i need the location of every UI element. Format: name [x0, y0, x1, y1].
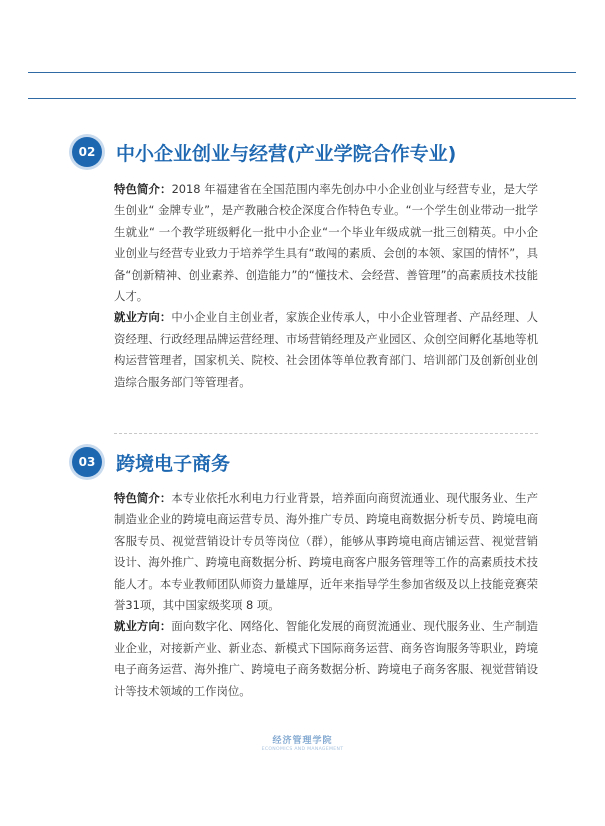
intro-text: 2018 年福建省在全国范围内率先创办中小企业创业与经营专业，是大学生创业“ 金牌专业”，是产教融合校企深度合作特色专业。“一个学生创业带动一批学生就业“ 一个教学班级孵化一批中小企业“一个毕业年级成就一批三创精英。中小企业创业与经营专业致力于培养学生具有“敢闯的素质、会创的本领、家国的情怀”，具备“创新精神、创业素养、创造能力”的“懂技术、会经营、善管理”的高素质技术技能人才。 — [114, 182, 538, 304]
footer-college-name-en: ECONOMICS AND MANAGEMENT — [261, 747, 344, 752]
career-paragraph — [114, 616, 538, 702]
section-heading-03 — [72, 447, 230, 477]
footer-college-logo — [0, 733, 605, 752]
intro-label: 特色简介： — [114, 182, 172, 196]
header-rule-top — [28, 72, 576, 73]
section-heading-02 — [72, 137, 456, 167]
section-body-03 — [114, 488, 538, 702]
section-title: 中小企业创业与经营(产业学院合作专业) — [116, 142, 457, 165]
footer-college-name: 经济管理学院 — [272, 736, 333, 746]
section-title: 跨境电子商务 — [116, 452, 231, 475]
header-rule-bottom — [28, 98, 576, 99]
career-text: 中小企业自主创业者，家族企业传承人，中小企业管理者、产品经理、人资经理、行政经理品牌运营经理、市场营销经理及产业园区、众创空间孵化基地等机构运营管理者，国家机关、院校、社会团体等单位教育部门、培训部门及创新创业创造综合服务部门等管理者。 — [114, 310, 538, 389]
career-text: 面向数字化、网络化、智能化发展的商贸流通业、现代服务业、生产制造业企业，对接新产业、新业态、新模式下国际商务运营、商务咨询服务等职业，跨境电子商务运营、海外推广、跨境电子商务数据分析、跨境电子商务客服、视觉营销设计等技术领域的工作岗位。 — [114, 619, 538, 698]
career-label: 就业方向： — [114, 619, 172, 634]
section-number-badge: 02 — [72, 137, 102, 167]
intro-paragraph — [114, 179, 538, 307]
section-body-02 — [114, 179, 538, 393]
intro-text: 本专业依托水利电力行业背景，培养面向商贸流通业、现代服务业、生产制造业企业的跨境电商运营专员、海外推广专员、跨境电商数据分析专员、跨境电商客服专员、视觉营销设计专员等岗位（群），能够从事跨境电商店铺运营、视觉营销设计、海外推广、跨境电商数据分析、跨境电商客户服务管理等工作的高素质技术技能人才。本专业教师团队师资力量雄厚，近年来指导学生参加省级及以上技能竞赛荣誉31项，其中国家级奖项 8 项。 — [114, 491, 538, 613]
intro-label: 特色简介： — [114, 491, 172, 505]
section-divider — [114, 433, 538, 434]
section-number-badge: 03 — [72, 447, 102, 477]
intro-paragraph — [114, 488, 538, 616]
career-paragraph — [114, 307, 538, 393]
career-label: 就业方向： — [114, 310, 172, 325]
